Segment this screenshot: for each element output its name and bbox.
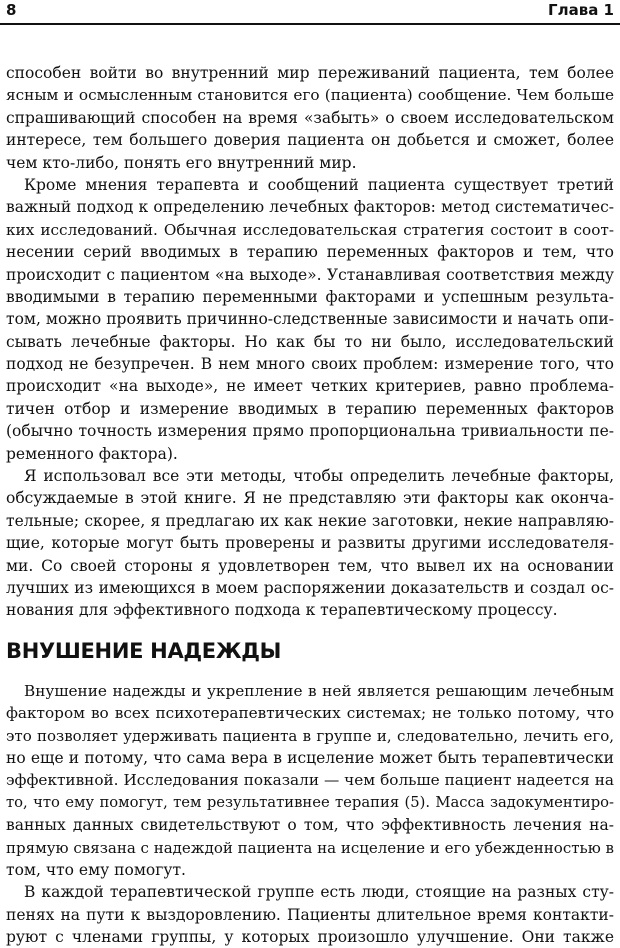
text-line: обсуждаемые в этой книге. Я не представляю эти факторы как оконча- bbox=[6, 489, 614, 508]
paragraph-1 bbox=[6, 62, 614, 174]
text-line: ременного фактора). bbox=[6, 444, 178, 463]
text-line: В каждой терапевтической группе есть люди, стоящие на разных сту- bbox=[24, 883, 614, 902]
text-line: то, что ему помогут, тем результативнее терапия (5). Масса задокументиро- bbox=[6, 793, 614, 811]
header-rule bbox=[0, 23, 620, 25]
chapter-label: Глава 1 bbox=[548, 1, 614, 19]
text-line: происходит с пациентом «на выходе». Устанавливая соответствия между bbox=[6, 265, 614, 284]
text-line: прямую связана с надеждой пациента на исцеление и его убежденностью в bbox=[6, 838, 614, 857]
text-line: (обычно точность измерения прямо пропорциональна тривиальности пе- bbox=[6, 422, 614, 441]
text-line: Внушение надежды и укрепление в ней является решающим лечебным bbox=[24, 681, 614, 700]
text-line: ми. Со своей стороны я удовлетворен тем, что вывел их на основании bbox=[6, 556, 614, 575]
text-line: тельные; скорее, я предлагаю их как некие заготовки, некие направляю- bbox=[6, 511, 614, 530]
paragraph-5 bbox=[6, 881, 614, 948]
text-line: том, что ему помогут. bbox=[6, 860, 186, 879]
page-number: 8 bbox=[6, 1, 17, 19]
text-line: нования для эффективного подхода к терапевтическому процессу. bbox=[6, 601, 558, 620]
text-line: пенях на пути к выздоровлению. Пациенты длительное время контакти- bbox=[6, 905, 614, 924]
paragraph-3 bbox=[6, 465, 614, 622]
text-line: интересе, тем большего доверия пациента он добьется и сможет, более bbox=[6, 131, 614, 150]
section-heading: ВНУШЕНИЕ НАДЕЖДЫ bbox=[6, 638, 282, 663]
text-line: эффективной. Исследования показали — чем больше пациент надеется на bbox=[6, 771, 614, 790]
text-line: Я использовал все эти методы, чтобы определить лечебные факторы, bbox=[24, 467, 614, 486]
text-line: том, можно проявить причинно-следственные зависимости и начать опи- bbox=[6, 310, 614, 329]
text-line: подход не безупречен. В нем много своих проблем: измерение того, что bbox=[6, 355, 614, 374]
text-line: лучших из имеющихся в моем распоряжении доказательств и создал ос- bbox=[6, 578, 614, 597]
text-line: ких исследований. Обычная исследовательская стратегия состоит в соот- bbox=[6, 220, 614, 239]
text-line: вводимыми в терапию переменными факторами и успешным результа- bbox=[6, 287, 614, 306]
text-line: ванных данных свидетельствуют о том, что эффективность лечения на- bbox=[6, 816, 614, 835]
text-line: щие, которые могут быть проверены и развиты другими исследователя- bbox=[6, 534, 614, 553]
text-line: но еще и потому, что сама вера в исцеление может быть терапевтически bbox=[6, 748, 614, 767]
text-line: происходит «на выходе», не имеет четких критериев, равно проблема- bbox=[6, 377, 614, 396]
text-line: это позволяет удерживать пациента в группе и, следовательно, лечить его, bbox=[6, 726, 614, 745]
text-line: сывать лечебные факторы. Но как бы то ни было, исследовательский bbox=[6, 332, 614, 351]
paragraph-4 bbox=[6, 680, 614, 882]
page-body bbox=[6, 62, 614, 948]
text-line: тичен отбор и измерение вводимых в терапию переменных факторов bbox=[6, 399, 614, 418]
text-line: чем кто-либо, понять его внутренний мир. bbox=[6, 153, 357, 172]
text-line: спрашивающий способен на время «забыть» о своем исследовательском bbox=[6, 108, 614, 127]
text-line: несении серий вводимых в терапию переменных факторов и тем, что bbox=[6, 243, 614, 262]
text-line: способен войти во внутренний мир переживаний пациента, тем более bbox=[6, 64, 614, 82]
paragraph-2 bbox=[6, 174, 614, 465]
text-line: ясным и осмысленным становится его (пациента) сообщение. Чем больше bbox=[6, 86, 614, 105]
page-header bbox=[0, 0, 620, 22]
text-line: Кроме мнения терапевта и сообщений пациента существует третий bbox=[24, 175, 614, 194]
text-line: руют с членами группы, у которых произошло улучшение. Они также bbox=[6, 928, 614, 947]
text-line: фактором во всех психотерапевтических системах; не только потому, что bbox=[6, 704, 614, 723]
text-line: важный подход к определению лечебных факторов: метод систематичес- bbox=[6, 198, 614, 217]
